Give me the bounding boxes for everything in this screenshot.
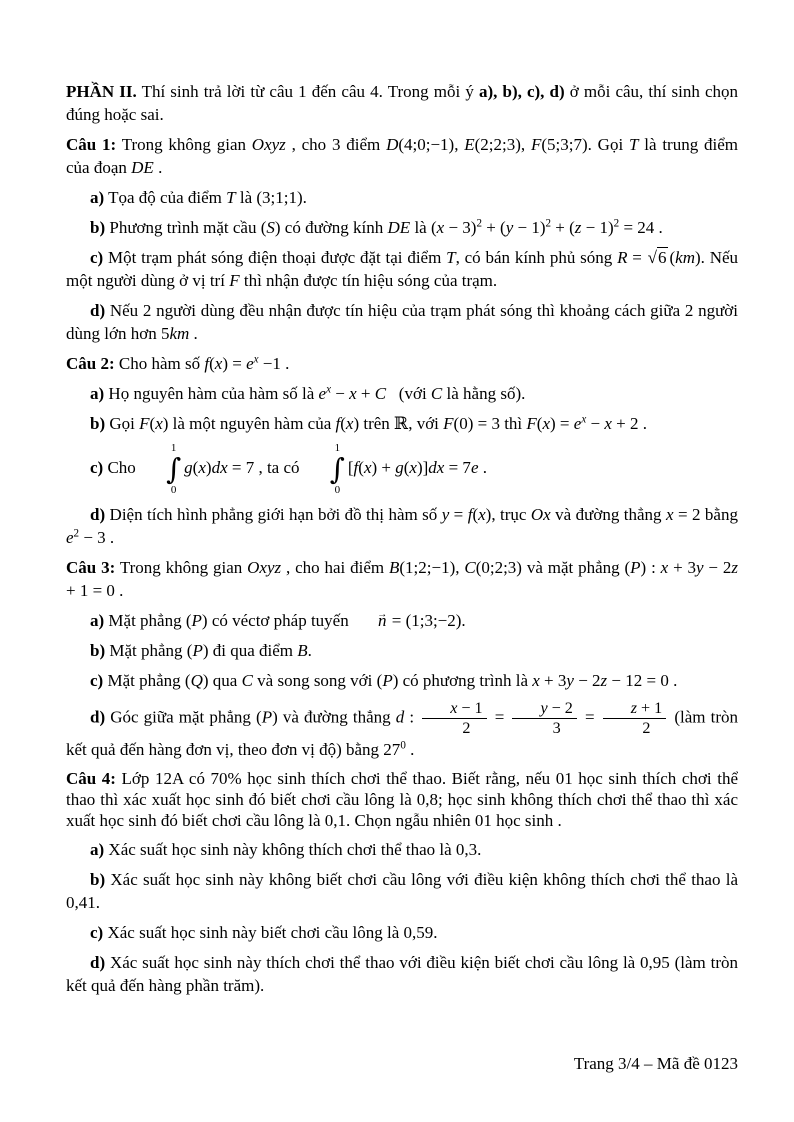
text-run: Lớp 12A có 70% học sinh thích chơi thể thao. Biết rằng, nếu 01 học sinh thích chơi thể thao thì xác xuất học sinh đó biết chơi cầu lông là 0,8; học sinh không thích chơi thể thao thì xác xuất học sinh đó biết chơi cầu lông là 0,1. Chọn ngẫu nhiên 01 học sinh . — [66, 769, 738, 831]
text-run: ) có phương trình là — [392, 671, 533, 690]
text-run: e — [470, 457, 479, 477]
text-run: Diện tích hình phẳng giới hạn bởi đồ thị hàm số — [105, 505, 442, 524]
text-run: T — [226, 188, 236, 207]
text-run: d — [395, 707, 405, 727]
text-run: 2 — [462, 720, 471, 738]
text-run: Q — [190, 671, 203, 690]
text-run: − — [330, 384, 350, 403]
text-run: = — [579, 707, 600, 727]
q4-option-a — [66, 838, 738, 861]
text-run: Trong không gian — [115, 558, 248, 577]
text-run: Câu 2: — [66, 354, 115, 373]
fraction — [512, 699, 576, 738]
text-run: ( — [669, 248, 676, 267]
fraction-numerator — [422, 699, 486, 719]
text-run: T — [628, 135, 639, 154]
text-run: z — [574, 218, 582, 237]
text-run: Xác suất học sinh này không thích chơi thể thao là 0,3. — [104, 840, 482, 860]
text-run: , cho 3 điểm — [285, 135, 387, 154]
text-run: Xác suất học sinh này không biết chơi cầu lông với điều kiện không thích chơi thể thao là 0,41. — [66, 870, 738, 913]
text-run: ) là một nguyên hàm của — [162, 414, 336, 433]
text-run: y — [441, 505, 450, 524]
text-run: Trong không gian — [116, 135, 252, 154]
fraction — [422, 699, 486, 738]
text-run: thì nhận được tín hiệu sóng của trạm. — [239, 271, 498, 290]
text-run: Mặt phẳng ( — [103, 671, 191, 690]
text-run: c) — [90, 457, 104, 477]
text-run: x — [155, 414, 163, 433]
text-run: d) — [90, 301, 106, 320]
text-run: 3 — [552, 720, 561, 738]
text-run: ) có véctơ pháp tuyến — [201, 611, 353, 630]
text-run: D — [386, 135, 399, 154]
text-run: d) — [90, 707, 106, 727]
text-run: Nếu 2 người dùng đều nhận được tín hiệu của trạm phát sóng thì khoảng cách giữa 2 người dùng lớn hơn 5 — [66, 301, 738, 343]
text-run: + 1 — [636, 700, 663, 717]
text-run: x — [409, 457, 417, 477]
text-run: x — [349, 384, 357, 403]
text-run: . — [405, 740, 415, 760]
text-run: dx — [428, 457, 445, 477]
text-run: 6 — [657, 248, 667, 267]
text-run: a), b), c), d) — [478, 82, 565, 101]
integral — [306, 442, 345, 496]
text-run: ) — [205, 457, 212, 477]
text-run: . — [307, 641, 312, 660]
text-run: + 1 = 0 . — [66, 581, 124, 600]
document-content — [66, 80, 738, 1004]
text-run: DE — [387, 218, 411, 237]
text-run: b) — [90, 414, 106, 433]
text-run: P — [191, 611, 202, 630]
text-run: (với — [386, 384, 431, 403]
text-run: B — [388, 558, 400, 577]
q3-option-a — [66, 609, 738, 632]
text-run: (0;2;3) và mặt phẳng ( — [475, 558, 631, 577]
text-run: x — [326, 383, 331, 396]
fraction — [603, 699, 667, 738]
text-run: ( — [209, 354, 215, 373]
text-run: − 1) — [513, 218, 546, 237]
text-run: (làm tròn kết quả đến hàng đơn vị, theo đơn vị độ) bằng 27 — [66, 707, 738, 760]
text-run: ) và đường thẳng — [272, 707, 396, 727]
text-run: y — [505, 218, 514, 237]
fraction-denominator — [434, 719, 474, 738]
integral — [142, 442, 181, 496]
text-run: Phương trình mặt cầu ( — [105, 218, 267, 237]
text-run: f — [353, 457, 359, 477]
text-run: y — [566, 671, 574, 690]
text-run: F — [443, 414, 454, 433]
text-run: + 3 — [668, 558, 697, 577]
text-run: Xác suất học sinh này thích chơi thể thao với điều kiện biết chơi cầu lông là 0,95 (làm tròn kết quả đến hàng phần trăm). — [66, 953, 738, 996]
text-run: dx — [211, 457, 228, 477]
fraction-numerator — [603, 699, 667, 719]
q1-option-d — [66, 299, 738, 345]
text-run: z — [600, 671, 608, 690]
text-run: . — [478, 457, 487, 477]
q1-option-c — [66, 246, 738, 292]
question-1-header — [66, 133, 738, 179]
text-run: z — [630, 700, 637, 717]
q1-option-a — [66, 186, 738, 209]
text-run: (2;2;3), — [474, 135, 531, 154]
integral-upper-limit: 1 — [334, 442, 341, 454]
fraction-numerator — [512, 699, 576, 719]
text-run: a) — [90, 611, 105, 630]
text-run: b) — [90, 641, 106, 660]
text-run: Mặt phẳng ( — [105, 641, 193, 660]
text-run: c) — [90, 671, 104, 690]
text-run: Thí sinh trả lời từ câu 1 đến câu 4. Trong mỗi ý — [136, 82, 479, 101]
text-run: − 2 — [547, 700, 573, 717]
text-run: Cho — [103, 457, 141, 477]
text-run: f — [467, 505, 473, 524]
text-run: 0 — [400, 739, 406, 752]
integral-sign: ∫ — [166, 452, 182, 486]
text-run: −1 . — [258, 354, 290, 373]
text-run: km — [169, 324, 190, 343]
text-run: c) — [90, 923, 104, 943]
q3-option-c — [66, 669, 738, 692]
text-run: x — [660, 558, 669, 577]
text-run: (4;0;−1), — [398, 135, 465, 154]
text-run: Tọa độ của điểm — [104, 188, 227, 207]
fraction-denominator — [525, 719, 565, 738]
q2-option-a — [66, 382, 738, 405]
text-run: , có bán kính phủ sóng — [455, 248, 618, 267]
integral-lower-limit: 0 — [334, 484, 341, 496]
q2-option-b — [66, 412, 738, 435]
text-run: z — [731, 558, 738, 577]
text-run: (1;2;−1), — [399, 558, 465, 577]
text-run: DE — [131, 158, 154, 177]
text-run: a) — [90, 384, 105, 403]
text-run: C — [430, 384, 443, 403]
q4-option-b — [66, 868, 738, 914]
text-run: C — [241, 671, 253, 690]
text-run: PHẦN II. — [66, 82, 137, 101]
text-run: )] — [416, 457, 429, 477]
text-run: + — [356, 384, 375, 403]
text-run: − 1 — [457, 700, 483, 717]
text-run: ( — [536, 414, 543, 433]
text-run: ), trục — [485, 505, 531, 524]
text-run: − — [586, 414, 605, 433]
text-run: x — [581, 413, 587, 426]
text-run: và song song với ( — [252, 671, 383, 690]
text-run: b) — [90, 870, 106, 890]
text-run: x — [450, 700, 458, 717]
text-run: ). Nếu một người dùng ở vị trí — [66, 248, 739, 290]
text-run: − 1) — [581, 218, 614, 237]
text-run: + 2 . — [611, 414, 647, 433]
text-run: g — [184, 457, 193, 477]
text-run: : — [404, 707, 420, 727]
text-run: ( — [403, 457, 410, 477]
text-run: Câu 4: — [66, 769, 116, 789]
text-run: − 2 — [703, 558, 732, 577]
text-run: ( — [358, 457, 364, 477]
text-run: E — [464, 135, 475, 154]
text-run: a) — [90, 188, 105, 207]
text-run: 2 — [73, 527, 80, 540]
text-run: e — [573, 414, 582, 433]
text-run: ( — [472, 505, 479, 524]
text-run: Họ nguyên hàm của hàm số là — [104, 384, 319, 403]
text-run: F — [139, 414, 150, 433]
text-run: x — [604, 414, 612, 433]
text-run: x — [345, 414, 354, 433]
text-run: 2 — [642, 720, 651, 738]
text-run: km — [675, 248, 695, 267]
text-run: x — [363, 457, 372, 477]
text-run: = 7 — [444, 457, 471, 477]
text-run: là ( — [410, 218, 437, 237]
text-run: T — [446, 248, 456, 267]
text-run: d) — [90, 953, 106, 973]
text-run: − 3 . — [79, 528, 115, 547]
text-run: P — [192, 641, 203, 660]
text-run: , cho hai điểm — [281, 558, 389, 577]
text-run: = (1;3;−2). — [387, 611, 466, 630]
text-run: ) : — [640, 558, 661, 577]
q3-option-d — [66, 699, 738, 761]
text-run: (0) = 3 thì — [453, 414, 527, 433]
q2-option-c — [66, 442, 738, 496]
text-run: + ( — [551, 218, 575, 237]
text-run: P — [382, 671, 393, 690]
part-2-header — [66, 80, 738, 126]
text-run: = — [449, 505, 468, 524]
text-run: ) = — [222, 354, 247, 373]
text-run: = 7 , ta có — [227, 457, 304, 477]
radicand — [657, 247, 669, 267]
text-run: d) — [90, 505, 106, 524]
text-run: x — [532, 671, 540, 690]
text-run: x — [665, 505, 674, 524]
integral-lower-limit: 0 — [170, 484, 177, 496]
fraction-denominator — [614, 719, 654, 738]
text-run: Một trạm phát sóng điện thoại được đặt tại điểm — [103, 248, 447, 267]
text-run: ( — [149, 414, 156, 433]
text-run: a) — [90, 840, 105, 860]
text-run: = 24 . — [619, 218, 663, 237]
text-run: b) — [90, 218, 106, 237]
q3-option-b — [66, 639, 738, 662]
radical-sign: √ — [647, 248, 657, 267]
text-run: B — [297, 641, 308, 660]
text-run: F — [526, 414, 537, 433]
text-run: x — [478, 505, 486, 524]
text-run: [ — [347, 457, 354, 477]
text-run: Mặt phẳng ( — [104, 611, 192, 630]
square-root — [648, 248, 669, 267]
integral-upper-limit: 1 — [170, 442, 177, 454]
integral-sign: ∫ — [329, 452, 345, 486]
text-run: ( — [192, 457, 199, 477]
text-run: x — [542, 414, 551, 433]
text-run: ) có đường kính — [274, 218, 388, 237]
text-run: ) = — [550, 414, 574, 433]
text-run: ( — [340, 414, 346, 433]
text-run: là hằng số). — [442, 384, 526, 403]
text-run: là trung điểm của đoạn — [66, 135, 738, 177]
text-run: Gọi — [105, 414, 140, 433]
text-run: F — [229, 271, 240, 290]
text-run: g — [395, 457, 404, 477]
text-run: f — [204, 354, 210, 373]
text-run: x — [253, 353, 259, 366]
text-run: ) trên ℝ, với — [353, 414, 444, 433]
vector-n: n → — [353, 609, 388, 632]
question-4-header — [66, 768, 738, 831]
text-run: = — [489, 707, 510, 727]
text-run: Oxyz — [251, 135, 286, 154]
text-run: − 12 = 0 . — [607, 671, 678, 690]
text-run: 2 — [613, 217, 620, 230]
text-run: = — [627, 248, 647, 267]
q4-option-c — [66, 921, 738, 944]
text-run: Xác suất học sinh này biết chơi cầu lông là 0,59. — [103, 923, 438, 943]
text-run: − 3) — [444, 218, 477, 237]
text-run: x — [214, 354, 223, 373]
text-run: f — [335, 414, 341, 433]
text-run: e — [66, 528, 74, 547]
text-run: S — [266, 218, 275, 237]
text-run: P — [630, 558, 641, 577]
text-run: = 2 bằng — [673, 505, 738, 524]
text-run: c) — [90, 248, 104, 267]
text-run: ) qua — [202, 671, 242, 690]
text-run: ) + — [371, 457, 396, 477]
text-run: ở mỗi câu, thí sinh chọn đúng hoặc sai. — [66, 82, 738, 124]
text-run: và đường thẳng — [550, 505, 666, 524]
q2-option-d — [66, 503, 738, 549]
q4-option-d — [66, 951, 738, 997]
text-run: y — [696, 558, 704, 577]
text-run: + 3 — [539, 671, 567, 690]
text-run: x — [436, 218, 445, 237]
text-run: Cho hàm số — [114, 354, 205, 373]
page-footer: Trang 3/4 – Mã đề 0123 — [573, 1054, 738, 1073]
text-run: . — [189, 324, 198, 343]
text-run: − 2 — [573, 671, 601, 690]
text-run: y — [540, 700, 548, 717]
text-run: P — [261, 707, 273, 727]
text-run: Ox — [530, 505, 551, 524]
text-run: . — [153, 158, 163, 177]
question-3-header — [66, 556, 738, 602]
text-run: R — [617, 248, 628, 267]
text-run: + ( — [481, 218, 506, 237]
text-run: Oxyz — [247, 558, 282, 577]
text-run: (5;3;7). Gọi — [541, 135, 629, 154]
text-run: ) đi qua điểm — [202, 641, 298, 660]
text-run: 2 — [545, 217, 552, 230]
text-run: Góc giữa mặt phẳng ( — [105, 707, 262, 727]
text-run: C — [374, 384, 387, 403]
text-run: là (3;1;1). — [235, 188, 307, 207]
q1-option-b — [66, 216, 738, 239]
text-run: x — [198, 457, 206, 477]
question-2-header — [66, 352, 738, 375]
text-run: e — [318, 384, 327, 403]
text-run: e — [246, 354, 254, 373]
text-run: C — [464, 558, 476, 577]
text-run: Câu 3: — [66, 558, 116, 577]
text-run: Câu 1: — [66, 135, 117, 154]
text-run: 2 — [476, 217, 482, 230]
text-run: F — [530, 135, 542, 154]
